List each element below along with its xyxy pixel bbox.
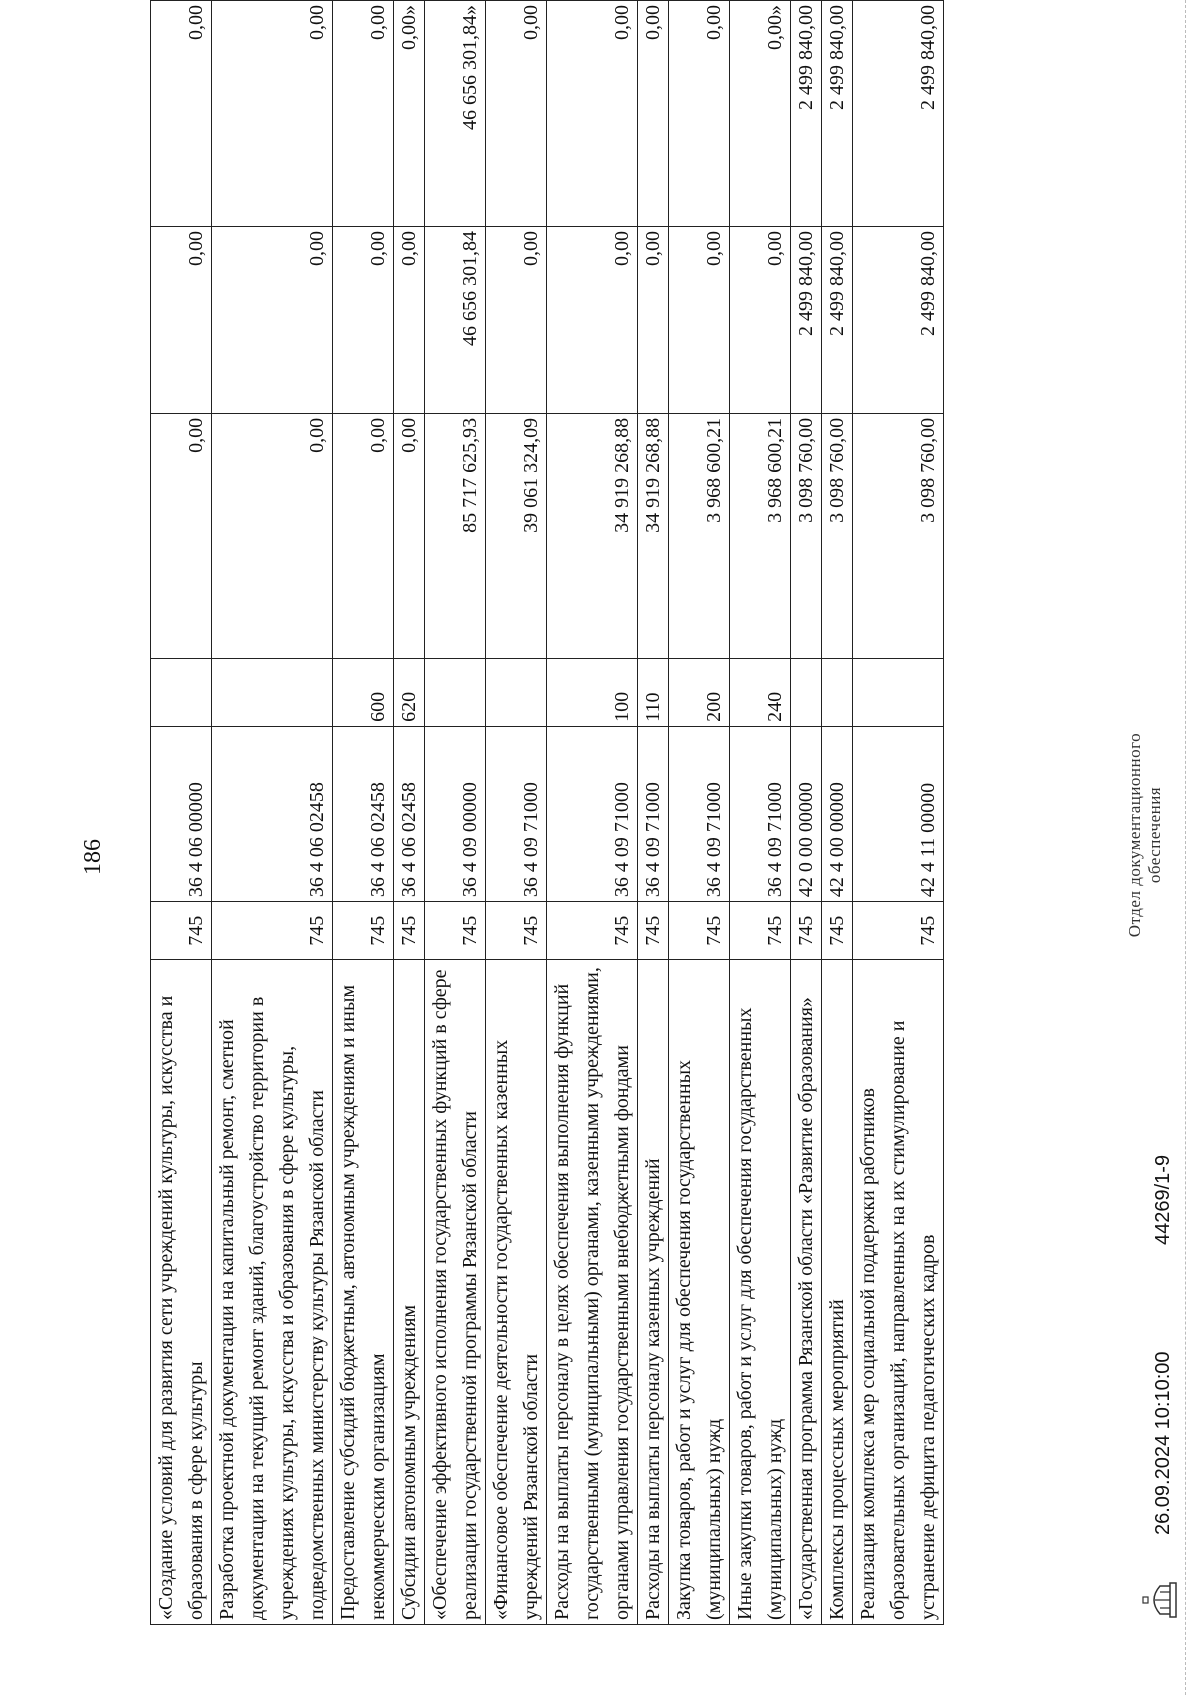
row-csr-code: 36 4 09 71000 [638,726,669,901]
row-vr-code: 240 [730,658,791,726]
table-row [151,1,212,1625]
row-amount-1: 0,00 [151,413,212,658]
row-amount-2: 2 499 840,00 [791,226,822,413]
row-vr-code [822,658,853,726]
row-vr-code [212,658,333,726]
row-amount-2: 0,00 [638,226,669,413]
row-amount-1: 0,00 [394,413,425,658]
row-amount-3: 0,00 [151,1,212,227]
row-amount-2: 0,00 [212,226,333,413]
row-grbs-code: 745 [425,902,486,960]
table-row [822,1,853,1625]
table-row [730,1,791,1625]
row-csr-code: 36 4 09 71000 [486,726,547,901]
row-amount-2: 0,00 [669,226,730,413]
row-vr-code: 110 [638,658,669,726]
stamp-line-2: обеспечения [1145,786,1164,884]
row-amount-2: 2 499 840,00 [853,226,944,413]
row-vr-code [151,658,212,726]
page-number: 186 [80,839,106,875]
row-description: Субсидии автономным учреждениям [394,960,425,1625]
row-grbs-code: 745 [486,902,547,960]
row-description: Закупка товаров, работ и услуг для обеспечения государственных (муниципальных) нужд [669,960,730,1625]
row-amount-1: 3 968 600,21 [730,413,791,658]
table-row [669,1,730,1625]
row-amount-3: 0,00 [212,1,333,227]
row-amount-3: 2 499 840,00 [791,1,822,227]
row-vr-code: 600 [333,658,394,726]
table-row [791,1,822,1625]
row-csr-code: 36 4 09 71000 [730,726,791,901]
row-amount-1: 3 098 760,00 [822,413,853,658]
stamp-line-1: Отдел документационного [1125,732,1144,938]
row-amount-1: 39 061 324,09 [486,413,547,658]
footer-timestamp: 26.09.2024 10:10:00 [1152,1351,1174,1535]
row-amount-2: 46 656 301,84 [425,226,486,413]
row-csr-code: 42 0 00 00000 [791,726,822,901]
row-description: Иные закупки товаров, работ и услуг для обеспечения государственных (муниципальных) нужд [730,960,791,1625]
row-amount-2: 2 499 840,00 [822,226,853,413]
row-amount-2: 0,00 [730,226,791,413]
row-description: «Финансовое обеспечение деятельности государственных казенных учреждений Рязанской области [486,960,547,1625]
row-amount-2: 0,00 [547,226,638,413]
row-vr-code [791,658,822,726]
row-description: Разработка проектной документации на капитальный ремонт, сметной документации на текущий ремонт зданий, благоустройство территории в учреждениях культуры, искусства и образования в сфере культуры, подведомственных министерству культуры Рязанской области [212,960,333,1625]
row-amount-3: 0,00» [730,1,791,227]
scan-edge-marks [1185,0,1194,1695]
table-row [333,1,394,1625]
row-description: «Создание условий для развития сети учреждений культуры, искусства и образования в сфере культуры [151,960,212,1625]
row-csr-code: 36 4 06 02458 [212,726,333,901]
row-csr-code: 36 4 06 02458 [394,726,425,901]
row-amount-2: 0,00 [151,226,212,413]
row-amount-3: 46 656 301,84» [425,1,486,227]
row-csr-code: 36 4 06 00000 [151,726,212,901]
row-grbs-code: 745 [822,902,853,960]
row-csr-code: 36 4 09 71000 [547,726,638,901]
row-vr-code [486,658,547,726]
table-row [486,1,547,1625]
row-description: Расходы на выплаты персоналу казенных учреждений [638,960,669,1625]
row-amount-1: 0,00 [333,413,394,658]
row-amount-3: 0,00 [669,1,730,227]
row-vr-code [425,658,486,726]
row-grbs-code: 745 [853,902,944,960]
row-vr-code: 200 [669,658,730,726]
row-grbs-code: 745 [669,902,730,960]
budget-table [150,0,944,1625]
table-row [853,1,944,1625]
row-grbs-code: 745 [547,902,638,960]
row-csr-code: 36 4 09 71000 [669,726,730,901]
table-row [638,1,669,1625]
row-csr-code: 42 4 00 00000 [822,726,853,901]
row-amount-1: 3 968 600,21 [669,413,730,658]
row-grbs-code: 745 [394,902,425,960]
row-amount-1: 34 919 268,88 [638,413,669,658]
row-amount-2: 0,00 [486,226,547,413]
row-csr-code: 36 4 09 00000 [425,726,486,901]
row-grbs-code: 745 [212,902,333,960]
row-amount-1: 0,00 [212,413,333,658]
row-description: Расходы на выплаты персоналу в целях обеспечения выполнения функций государственными (муниципальными) органами, казенными учреждениями, органами управления государственными внебюджетными фондами [547,960,638,1625]
row-amount-1: 3 098 760,00 [853,413,944,658]
row-vr-code [853,658,944,726]
row-amount-2: 0,00 [394,226,425,413]
row-csr-code: 36 4 06 02458 [333,726,394,901]
row-grbs-code: 745 [333,902,394,960]
row-grbs-code: 745 [791,902,822,960]
table-row [425,1,486,1625]
row-amount-3: 0,00 [638,1,669,227]
row-vr-code: 620 [394,658,425,726]
row-amount-3: 0,00 [486,1,547,227]
row-amount-1: 85 717 625,93 [425,413,486,658]
row-grbs-code: 745 [730,902,791,960]
footer-doc-number: 44269/1-9 [1152,1154,1174,1245]
row-amount-3: 0,00 [547,1,638,227]
row-amount-3: 2 499 840,00 [822,1,853,227]
row-amount-1: 3 098 760,00 [791,413,822,658]
row-amount-3: 0,00» [394,1,425,227]
row-description: «Обеспечение эффективного исполнения государственных функций в сфере реализации государственной программы Рязанской области [425,960,486,1625]
row-amount-3: 2 499 840,00 [853,1,944,227]
row-amount-2: 0,00 [333,226,394,413]
table-row [394,1,425,1625]
department-stamp [1125,675,1165,995]
row-grbs-code: 745 [151,902,212,960]
duma-emblem-icon [1140,1580,1182,1620]
table-row [547,1,638,1625]
table-row [212,1,333,1625]
row-description: Реализация комплекса мер социальной поддержки работников образовательных организаций, направленных на их стимулирование и устранение дефицита педагогических кадров [853,960,944,1625]
row-vr-code: 100 [547,658,638,726]
row-grbs-code: 745 [638,902,669,960]
row-description: «Государственная программа Рязанской области «Развитие образования» [791,960,822,1625]
row-csr-code: 42 4 11 00000 [853,726,944,901]
row-amount-3: 0,00 [333,1,394,227]
row-description: Предоставление субсидий бюджетным, автономным учреждениям и иным некоммерческим организациям [333,960,394,1625]
row-description: Комплексы процессных мероприятий [822,960,853,1625]
row-amount-1: 34 919 268,88 [547,413,638,658]
